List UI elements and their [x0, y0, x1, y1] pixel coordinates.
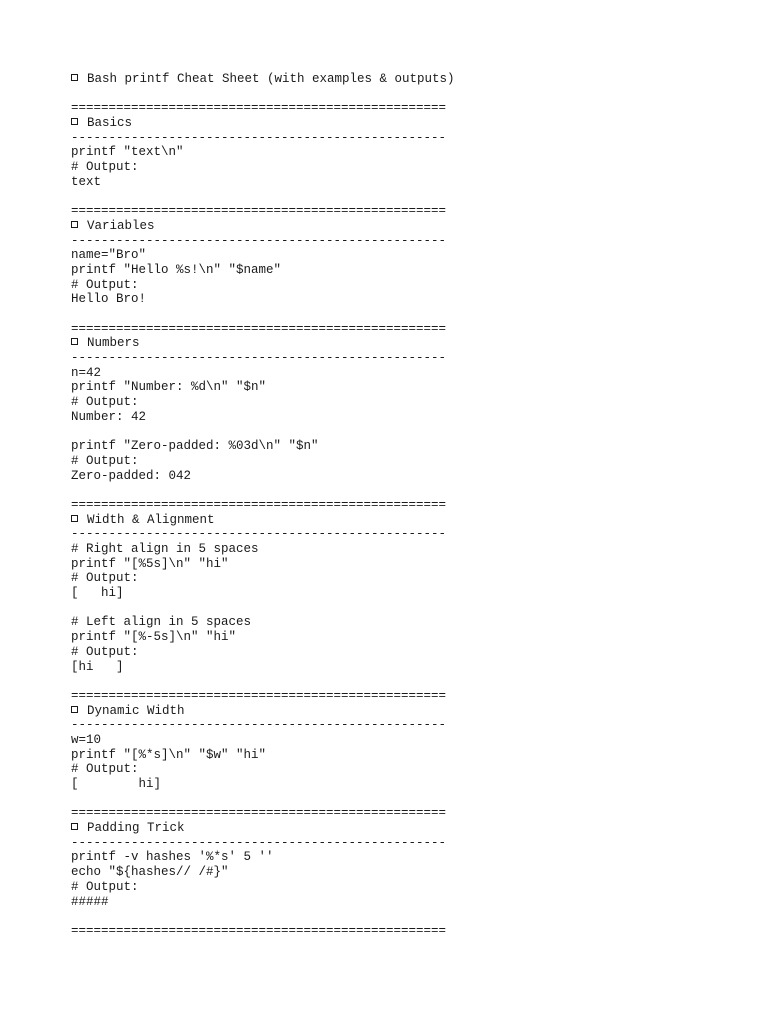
- code-line: w=10: [71, 732, 102, 747]
- code-line: n=42: [71, 365, 102, 380]
- section: [71, 101, 751, 204]
- section-heading: Numbers: [87, 336, 140, 351]
- section-heading-line: [71, 116, 751, 131]
- comment-line: # Output:: [71, 571, 139, 586]
- code-line: [ hi]: [71, 586, 124, 601]
- box-bullet-icon: [71, 221, 78, 228]
- dash-rule: --------------------------------------------------: [71, 351, 447, 366]
- dash-rule: --------------------------------------------------: [71, 527, 447, 542]
- box-bullet-icon: [71, 338, 78, 345]
- final-equals-rule: ==================================================: [71, 923, 447, 938]
- dash-rule: --------------------------------------------------: [71, 835, 447, 850]
- equals-rule: ==================================================: [71, 497, 447, 512]
- sections-container: [71, 101, 751, 924]
- section-heading-line: [71, 513, 751, 528]
- code-line: echo "${hashes// /#}": [71, 865, 229, 880]
- code-line: [ hi]: [71, 777, 162, 791]
- blank-line: [71, 483, 751, 498]
- blank-line: [71, 307, 751, 322]
- section-heading: Basics: [87, 116, 133, 131]
- section-heading-line: [71, 219, 751, 234]
- equals-rule: ==================================================: [71, 321, 447, 336]
- code-line: printf "[%5s]\n" "hi": [71, 556, 229, 571]
- blank-line: [71, 425, 751, 440]
- blank-line: [71, 87, 751, 102]
- section-heading-line: [71, 704, 751, 719]
- code-line: Zero-padded: 042: [71, 468, 192, 483]
- blank-line: [71, 674, 751, 689]
- document-title-line: [71, 72, 751, 87]
- code-line: printf "[%-5s]\n" "hi": [71, 630, 237, 645]
- code-line: printf "Zero-padded: %03d\n" "$n": [71, 439, 319, 454]
- equals-rule: ==================================================: [71, 204, 447, 219]
- code-line: name="Bro": [71, 248, 147, 263]
- comment-line: # Output:: [71, 277, 139, 292]
- section: [71, 689, 751, 807]
- dash-rule: --------------------------------------------------: [71, 718, 447, 733]
- box-bullet-icon: [71, 118, 78, 125]
- section: [71, 204, 751, 322]
- blank-line: [71, 909, 751, 924]
- section-heading: Dynamic Width: [87, 703, 185, 718]
- code-line: printf "text\n": [71, 145, 184, 160]
- equals-rule: ==================================================: [71, 688, 447, 703]
- dash-rule: --------------------------------------------------: [71, 130, 447, 145]
- section: [71, 806, 751, 924]
- comment-line: # Output:: [71, 160, 139, 175]
- code-line: text: [71, 174, 102, 189]
- section-heading: Padding Trick: [87, 821, 185, 836]
- box-bullet-icon: [71, 706, 78, 713]
- code-line: [hi ]: [71, 659, 124, 674]
- box-bullet-icon: [71, 74, 78, 81]
- code-line: printf -v hashes '%*s' 5 '': [71, 850, 274, 865]
- document-title: Bash printf Cheat Sheet (with examples & outputs): [87, 72, 455, 86]
- box-bullet-icon: [71, 515, 78, 522]
- dash-rule: --------------------------------------------------: [71, 233, 447, 248]
- comment-line: # Output:: [71, 644, 139, 659]
- comment-line: # Output:: [71, 453, 139, 468]
- code-line: #####: [71, 894, 109, 909]
- section: [71, 322, 751, 498]
- equals-rule: ==================================================: [71, 101, 447, 116]
- code-line: printf "Hello %s!\n" "$name": [71, 262, 282, 277]
- code-line: printf "[%*s]\n" "$w" "hi": [71, 747, 267, 762]
- comment-line: # Output:: [71, 879, 139, 894]
- section: [71, 498, 751, 689]
- section-heading-line: [71, 336, 751, 351]
- cheat-sheet-document: [71, 72, 751, 939]
- code-line: Hello Bro!: [71, 292, 147, 307]
- comment-line: # Output:: [71, 395, 139, 410]
- section-heading-line: [71, 821, 751, 836]
- code-line: Number: 42: [71, 409, 147, 424]
- comment-line: # Right align in 5 spaces: [71, 542, 259, 556]
- box-bullet-icon: [71, 823, 78, 830]
- section-heading: Width & Alignment: [87, 512, 215, 527]
- blank-line: [71, 792, 751, 807]
- blank-line: [71, 601, 751, 616]
- section-heading: Variables: [87, 218, 155, 233]
- code-line: printf "Number: %d\n" "$n": [71, 380, 267, 395]
- equals-rule: ==================================================: [71, 806, 447, 821]
- comment-line: # Left align in 5 spaces: [71, 615, 252, 630]
- blank-line: [71, 190, 751, 205]
- comment-line: # Output:: [71, 762, 139, 777]
